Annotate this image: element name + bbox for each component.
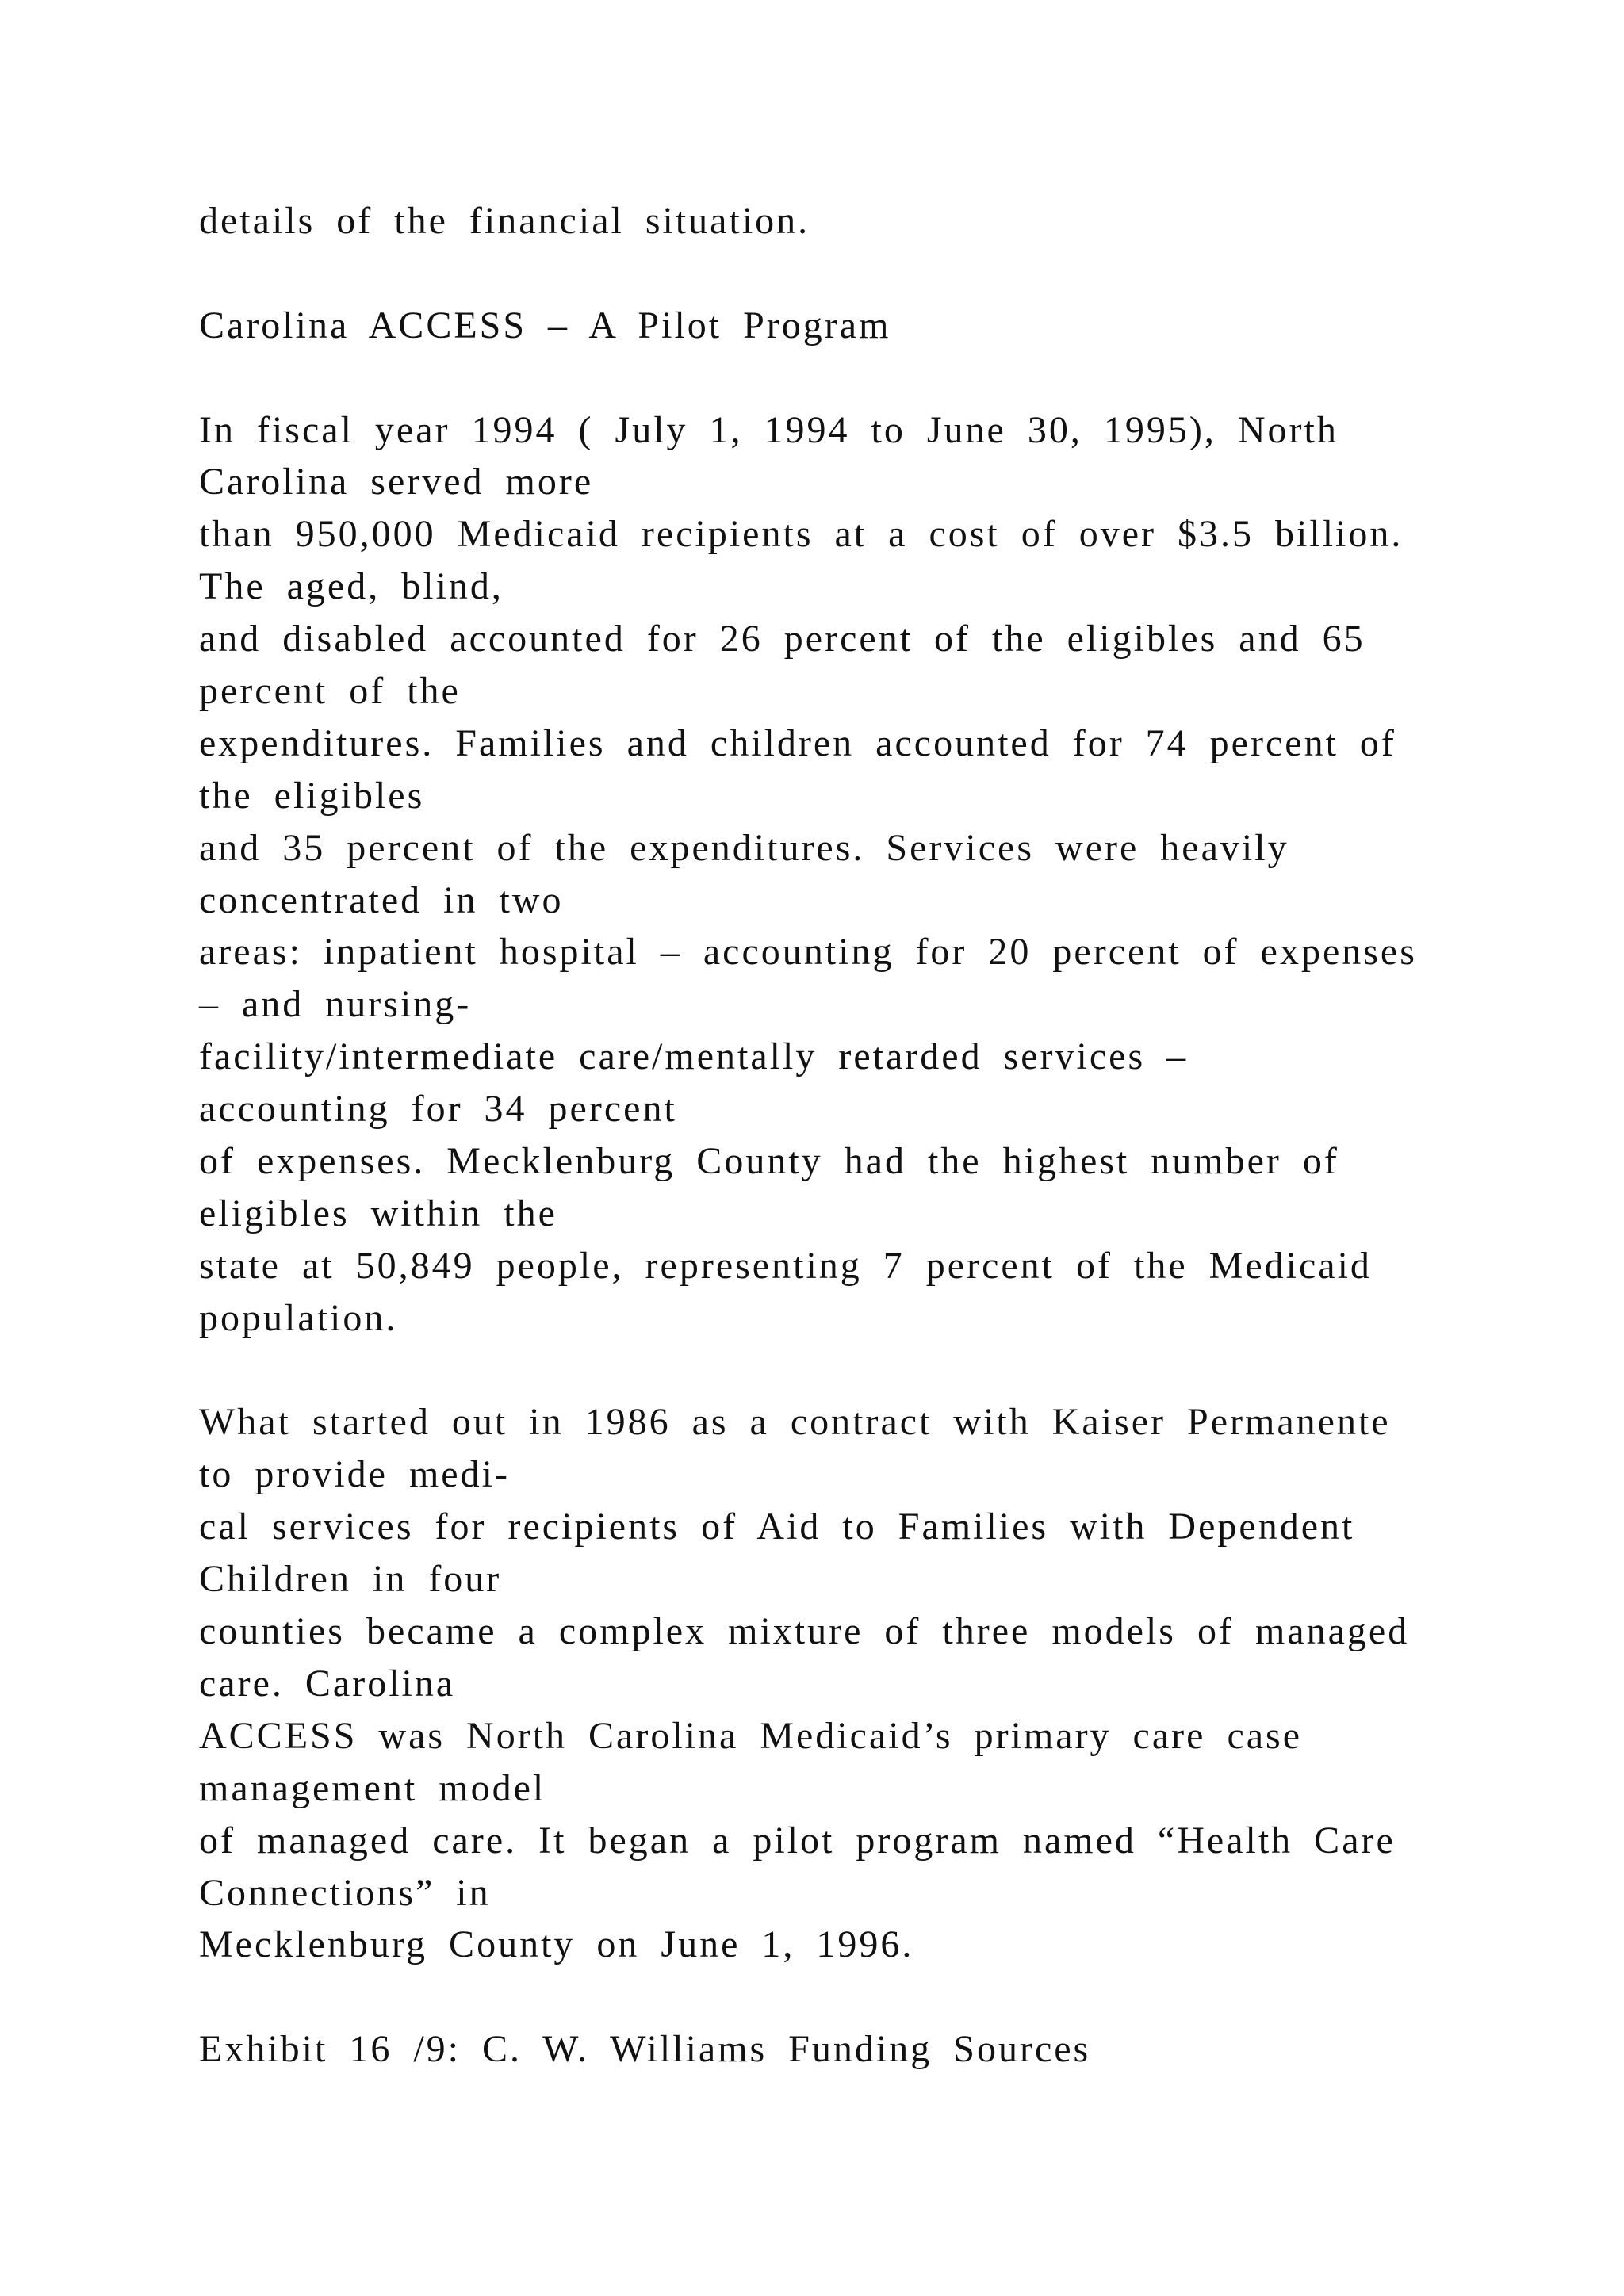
text-line: management model bbox=[199, 1766, 546, 1809]
section-heading bbox=[199, 300, 1545, 352]
body-paragraph-medicaid-stats bbox=[199, 404, 1545, 1345]
exhibit-caption-text: Exhibit 16 /9: C. W. Williams Funding Sources bbox=[199, 2028, 1091, 2071]
text-line: In fiscal year 1994 ( July 1, 1994 to June 30, 1995), North bbox=[199, 408, 1339, 451]
text-line: of managed care. It began a pilot program named “Health Care bbox=[199, 1819, 1396, 1862]
text-line: than 950,000 Medicaid recipients at a cost of over $3.5 billion. bbox=[199, 513, 1404, 556]
text-line: the eligibles bbox=[199, 774, 425, 817]
text-line: to provide medi- bbox=[199, 1453, 510, 1496]
text-line: Carolina served more bbox=[199, 461, 594, 503]
text-line: care. Carolina bbox=[199, 1662, 456, 1705]
text-line: eligibles within the bbox=[199, 1192, 557, 1234]
text-line: Mecklenburg County on June 1, 1996. bbox=[199, 1923, 914, 1966]
text-line: ACCESS was North Carolina Medicaid’s primary care case bbox=[199, 1714, 1303, 1757]
text-line: – and nursing- bbox=[199, 983, 472, 1026]
text-line: and disabled accounted for 26 percent of the eligibles and 65 bbox=[199, 618, 1365, 660]
text-line: accounting for 34 percent bbox=[199, 1088, 677, 1131]
text-line: expenditures. Families and children accounted for 74 percent of bbox=[199, 721, 1396, 764]
text-line: Children in four bbox=[199, 1558, 502, 1601]
exhibit-caption bbox=[199, 2023, 1545, 2076]
body-paragraph-carolina-access-history bbox=[199, 1396, 1545, 1971]
text-line: population. bbox=[199, 1296, 398, 1339]
text-line: areas: inpatient hospital – accounting for 20 percent of expenses bbox=[199, 931, 1417, 974]
text-line: counties became a complex mixture of three models of managed bbox=[199, 1610, 1410, 1653]
closing-line-paragraph bbox=[199, 195, 1545, 247]
text-line: cal services for recipients of Aid to Families with Dependent bbox=[199, 1506, 1355, 1548]
text-line: What started out in 1986 as a contract with Kaiser Permanente bbox=[199, 1401, 1391, 1444]
text-line: of expenses. Mecklenburg County had the highest number of bbox=[199, 1140, 1339, 1183]
text-line: The aged, blind, bbox=[199, 565, 504, 608]
text-line: facility/intermediate care/mentally retarded services – bbox=[199, 1035, 1189, 1078]
text-line: Connections” in bbox=[199, 1871, 491, 1914]
text-line: state at 50,849 people, representing 7 percent of the Medicaid bbox=[199, 1244, 1372, 1287]
text-line: percent of the bbox=[199, 670, 461, 713]
text-line: details of the financial situation. bbox=[199, 200, 810, 242]
text-line: and 35 percent of the expenditures. Services were heavily bbox=[199, 826, 1289, 869]
section-heading-text: Carolina ACCESS – A Pilot Program bbox=[199, 304, 891, 346]
text-line: concentrated in two bbox=[199, 878, 564, 921]
